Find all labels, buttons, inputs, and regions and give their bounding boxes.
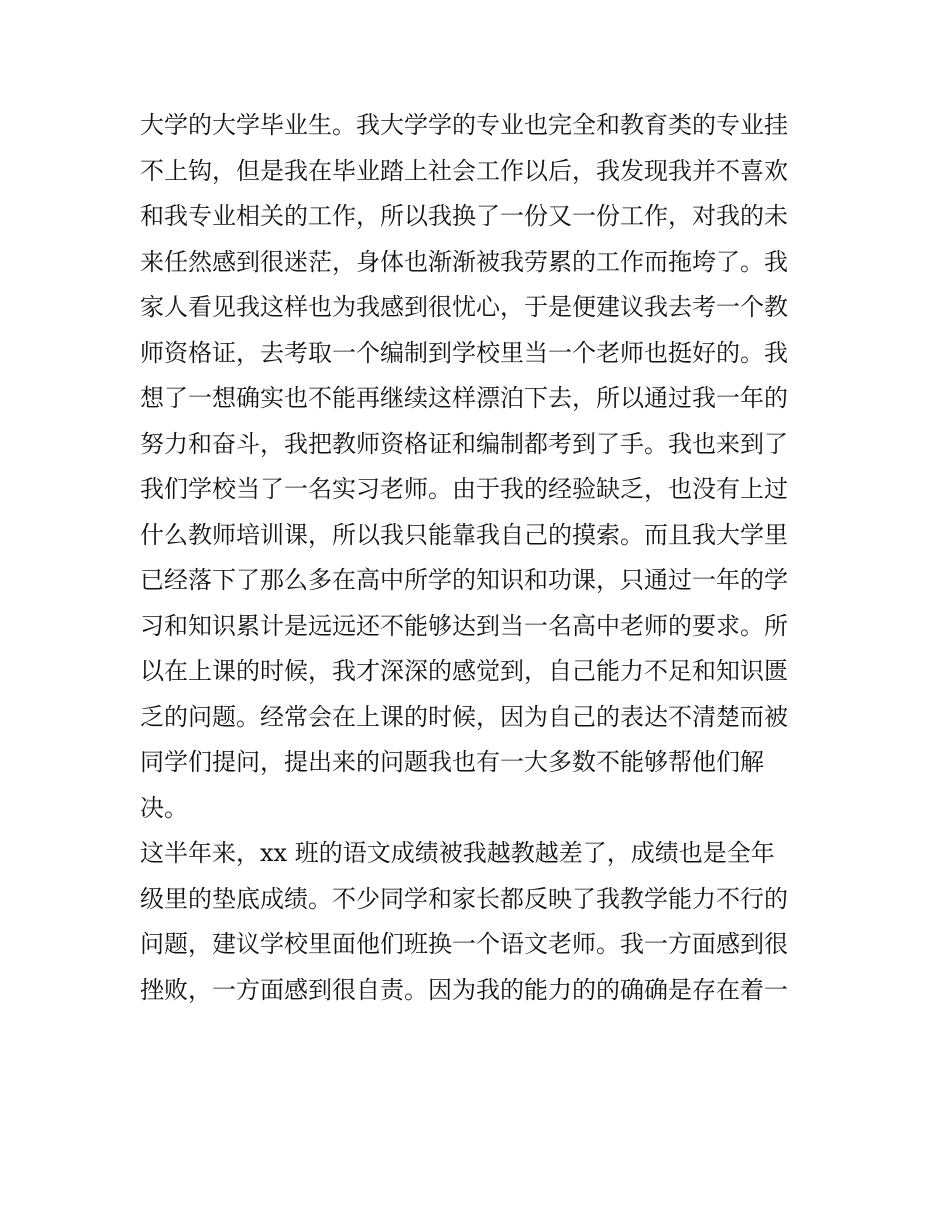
text-line: 问题，建议学校里面他们班换一个语文老师。我一方面感到很 (140, 930, 788, 958)
text-line: 大学的大学毕业生。我大学学的专业也完全和教育类的专业挂 (140, 111, 788, 139)
text-line: 已经落下了那么多在高中所学的知识和功课，只通过一年的学 (140, 566, 788, 594)
text-line: 以在上课的时候，我才深深的感觉到，自己能力不足和知识匮 (140, 657, 788, 685)
text-line: 和我专业相关的工作，所以我换了一份又一份工作，对我的未 (140, 202, 788, 230)
text-line: 级里的垫底成绩。不少同学和家长都反映了我教学能力不行的 (140, 884, 788, 913)
text-line: 这半年来，xx 班的语文成绩被我越教越差了，成绩也是全年 (140, 839, 775, 867)
text-line: 同学们提问，提出来的问题我也有一大多数不能够帮他们解 (140, 748, 764, 776)
body-text (140, 103, 830, 1013)
text-line: 家人看见我这样也为我感到很忧心，于是便建议我去考一个教 (140, 293, 788, 321)
text-line: 想了一想确实也不能再继续这样漂泊下去，所以通过我一年的 (140, 384, 788, 412)
text-line: 挫败，一方面感到很自责。因为我的能力的的确确是存在着一 (140, 975, 788, 1004)
text-line: 努力和奋斗，我把教师资格证和编制都考到了手。我也来到了 (140, 429, 788, 458)
text-line: 我们学校当了一名实习老师。由于我的经验缺乏，也没有上过 (140, 475, 788, 503)
text-line: 乏的问题。经常会在上课的时候，因为自己的表达不清楚而被 (140, 702, 788, 731)
text-line: 什么教师培训课，所以我只能靠我自己的摸索。而且我大学里 (140, 520, 788, 549)
text-line: 决。 (140, 793, 188, 822)
text-line: 习和知识累计是远远还不能够达到当一名高中老师的要求。所 (140, 611, 788, 640)
text-line: 来任然感到很迷茫，身体也渐渐被我劳累的工作而拖垮了。我 (140, 247, 788, 276)
text-line: 不上钩，但是我在毕业踏上社会工作以后，我发现我并不喜欢 (140, 156, 788, 185)
text-line: 师资格证，去考取一个编制到学校里当一个老师也挺好的。我 (140, 338, 788, 367)
